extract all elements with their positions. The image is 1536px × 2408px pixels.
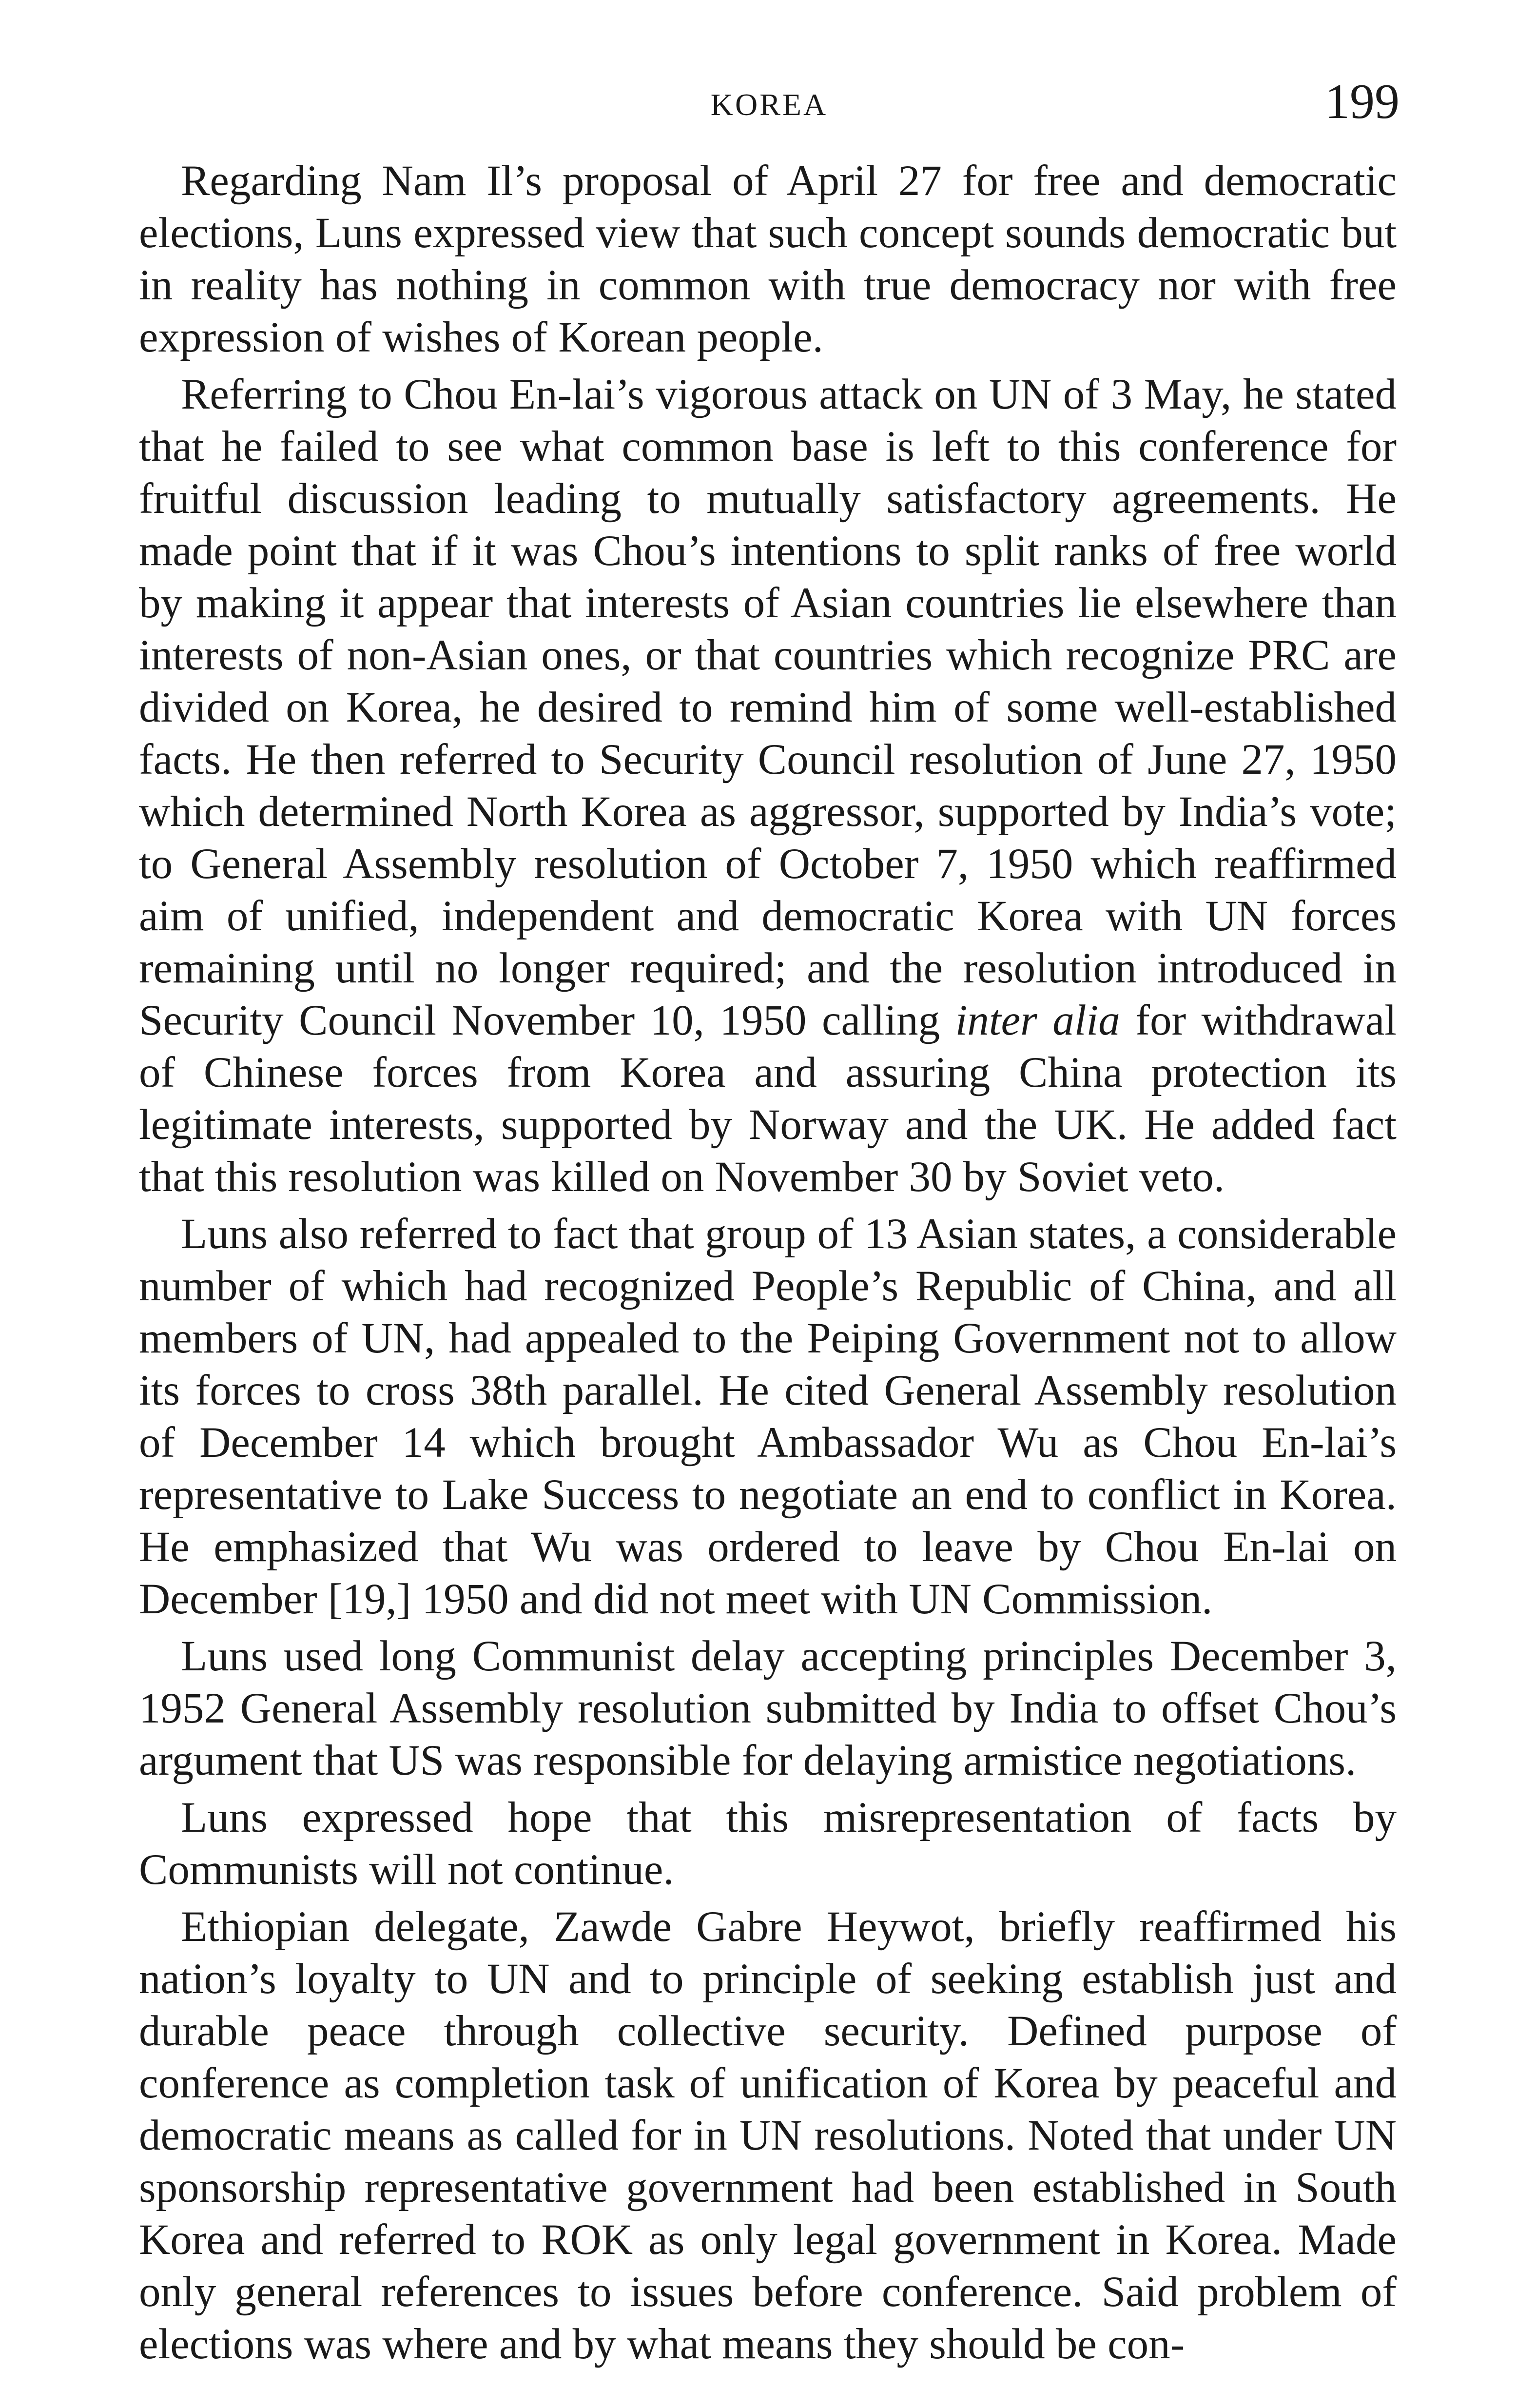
paragraph-text: Referring to Chou En-lai’s vigorous attack on UN of 3 May, he stated that he failed to see what common base is left to this conference for fruitful discussion leading to mutually satisfactory agreements. He made point that if it was Chou’s intentions to split ranks of free world by making it appear that interests of Asian countries lie elsewhere than interests of non-Asian ones, or that countries which recognize PRC are divided on Korea, he desired to remind him of some well-established facts. He then referred to Security Council resolution of June 27, 1950 which determined North Korea as aggressor, supported by India’s vote; to General Assembly resolution of October 7, 1950 which reaffirmed aim of unified, independent and democratic Korea with UN forces remaining until no longer required; and the resolution introduced in Security Council November 10, 1950 calling [139,371,1397,1044]
page-number: 199 [1325,74,1400,129]
latin-phrase: inter alia [955,997,1120,1044]
paragraph-text: for withdrawal of Chinese forces from Korea and assuring China protection its legitimate interests, supported by Norway and the UK. He added fact that this resolution was killed on November 30 by Soviet veto. [139,997,1397,1201]
paragraph-asian-states: Luns also referred to fact that group of 13 Asian states, a considerable number of which had recognized People’s Republic of China, and all members of UN, had appealed to the Peiping Government not to allow its forces to cross 38th parallel. He cited General Assembly resolution of December 14 which brought Ambassador Wu as Chou En-lai’s representative to Lake Success to negotiate an end to conflict in Korea. He emphasized that Wu was ordered to leave by Chou En-lai on December [19,] 1950 and did not meet with UN Commission. [139,1210,1397,1623]
paragraph-armistice-delay: Luns used long Communist delay accepting principles December 3, 1952 General Assembly resolution submitted by India to offset Chou’s argument that US was responsible for delaying armistice negotiations. [139,1632,1397,1784]
page-header [139,73,1400,137]
body-text [139,155,1397,2370]
running-head: KOREA [710,87,828,122]
paragraph-ethiopian-delegate: Ethiopian delegate, Zawde Gabre Heywot, briefly reaffirmed his nation’s loyalty to UN and to principle of seeking establish just and durable peace through collective security. Defined purpose of conference as completion task of unification of Korea by peaceful and democratic means as called for in UN resolutions. Noted that under UN sponsorship representative government had been established in South Korea and referred to ROK as only legal government in Korea. Made only general references to issues before conference. Said problem of elections was where and by what means they should be con- [139,1903,1397,2368]
paragraph-misrepresentation: Luns expressed hope that this misrepresentation of facts by Communists will not continue. [139,1794,1397,1894]
paragraph-nam-il-proposal: Regarding Nam Il’s proposal of April 27 for free and democratic elections, Luns expressed view that such concept sounds democratic but in reality has nothing in common with true democracy nor with free expression of wishes of Korean people. [139,157,1397,361]
paragraph-chou-attack [139,369,1397,1203]
